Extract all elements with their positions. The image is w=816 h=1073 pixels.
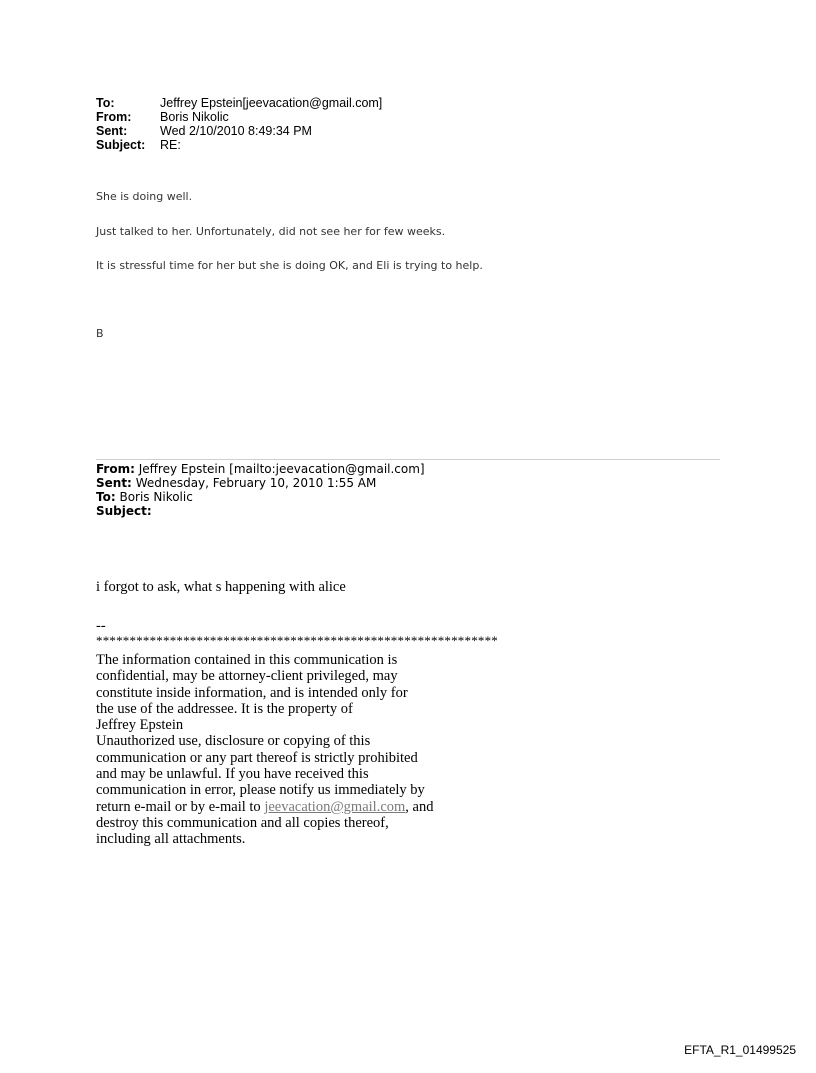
quoted-message: i forgot to ask, what s happening with alice bbox=[96, 579, 346, 595]
quoted-from-label: From: bbox=[96, 462, 135, 476]
disclaimer-line: confidential, may be attorney-client privileged, may bbox=[96, 668, 398, 685]
quoted-from-row bbox=[96, 462, 425, 476]
subject-label: Subject: bbox=[96, 138, 146, 152]
disclaimer-line: and may be unlawful. If you have received this bbox=[96, 766, 369, 783]
quoted-sent-label: Sent: bbox=[96, 476, 132, 490]
disclaimer-line: constitute inside information, and is intended only for bbox=[96, 684, 408, 701]
quoted-to-value: Boris Nikolic bbox=[119, 490, 193, 504]
disclaimer-line: Unauthorized use, disclosure or copying of this bbox=[96, 733, 371, 750]
quoted-sent-value: Wednesday, February 10, 2010 1:55 AM bbox=[135, 476, 377, 490]
reply-signature: B bbox=[96, 327, 104, 340]
to-value: Jeffrey Epstein[jeevacation@gmail.com] bbox=[160, 96, 383, 110]
confidentiality-disclaimer bbox=[96, 652, 433, 848]
quoted-to-row bbox=[96, 490, 425, 504]
reply-line-1: She is doing well. bbox=[96, 190, 193, 203]
from-value: Boris Nikolic bbox=[160, 110, 229, 124]
disclaimer-email-prefix: return e-mail or by e-mail to bbox=[96, 798, 265, 815]
header-subject-row bbox=[96, 138, 382, 152]
disclaimer-line: The information contained in this communication is bbox=[96, 652, 398, 668]
header-sent-row bbox=[96, 124, 382, 138]
signature-stars: ************************************************************ bbox=[96, 633, 498, 648]
disclaimer-line: the use of the addressee. It is the property of bbox=[96, 700, 353, 717]
sent-value: Wed 2/10/2010 8:49:34 PM bbox=[160, 124, 312, 138]
disclaimer-line: communication or any part thereof is strictly prohibited bbox=[96, 749, 418, 766]
from-label: From: bbox=[96, 110, 132, 124]
quoted-from-value: Jeffrey Epstein [mailto:jeevacation@gmail.com] bbox=[138, 462, 425, 476]
quoted-header bbox=[96, 462, 425, 518]
to-label: To: bbox=[96, 96, 115, 110]
email-link[interactable]: jeevacation@gmail.com bbox=[264, 798, 406, 815]
reply-line-2: Just talked to her. Unfortunately, did not see her for few weeks. bbox=[96, 225, 446, 238]
quote-divider bbox=[96, 459, 720, 460]
quoted-sent-row bbox=[96, 476, 425, 490]
disclaimer-line-email bbox=[96, 799, 433, 815]
disclaimer-line: Jeffrey Epstein bbox=[96, 717, 184, 734]
disclaimer-line: including all attachments. bbox=[96, 831, 246, 848]
document-id: EFTA_R1_01499525 bbox=[684, 1043, 796, 1057]
quoted-subject-row bbox=[96, 504, 425, 518]
header-from-row bbox=[96, 110, 382, 124]
quoted-to-label: To: bbox=[96, 490, 116, 504]
signature-dashes: -- bbox=[96, 618, 106, 634]
quoted-subject-label: Subject: bbox=[96, 504, 152, 518]
sent-label: Sent: bbox=[96, 124, 128, 138]
disclaimer-email-suffix: , and bbox=[405, 798, 434, 815]
header-to-row bbox=[96, 96, 382, 110]
disclaimer-line: communication in error, please notify us immediately by bbox=[96, 782, 425, 799]
reply-line-3: It is stressful time for her but she is doing OK, and Eli is trying to help. bbox=[96, 259, 483, 272]
subject-value: RE: bbox=[160, 138, 181, 152]
email-header bbox=[96, 96, 382, 152]
disclaimer-line: destroy this communication and all copies thereof, bbox=[96, 814, 389, 831]
